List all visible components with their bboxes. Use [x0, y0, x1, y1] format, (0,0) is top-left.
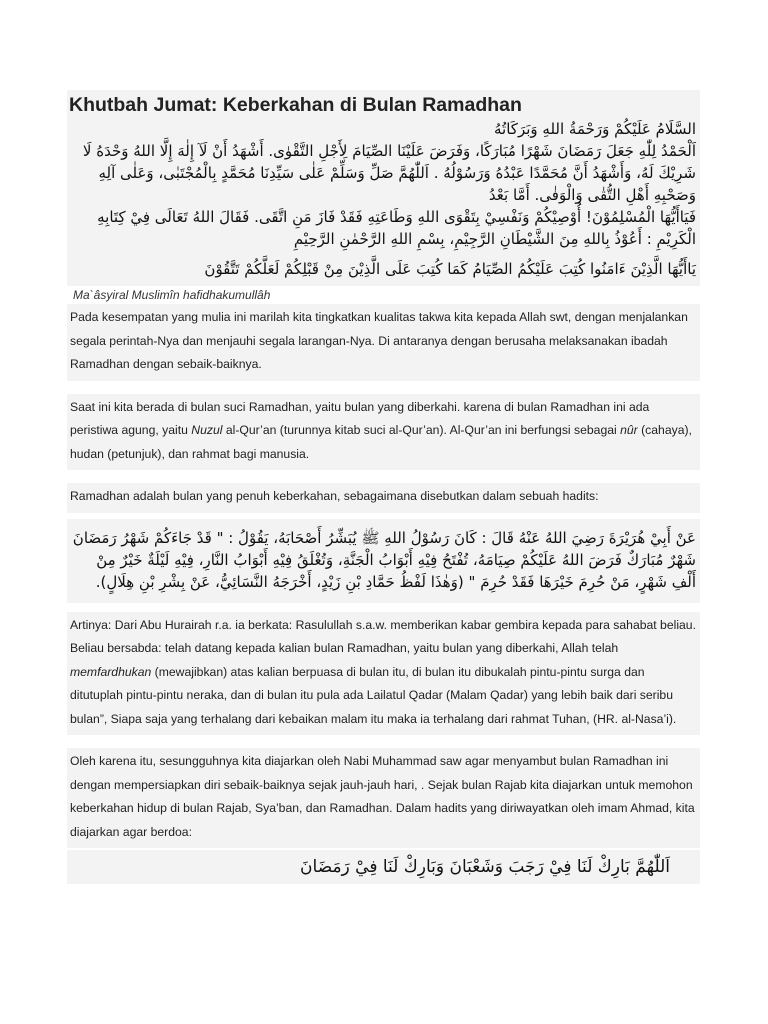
paragraph-2-text-a: Saat ini kita berada di bulan suci Ramadhan, yaitu bulan yang diberkahi. karena di bulan Ramadhan ini ada peristiwa agung, yaitu — [70, 399, 650, 437]
term-nuzul: Nuzul — [191, 423, 223, 437]
paragraph-spacer — [67, 381, 700, 394]
arabic-salam: السَّلَامُ عَلَيْكُمْ وَرَحْمَةُ اللهِ وَبَرَكَاتُهُ — [494, 120, 696, 138]
term-nur: nûr — [620, 423, 638, 437]
page-title: Khutbah Jumat: Keberkahan di Bulan Ramadhan — [67, 90, 700, 118]
paragraph-2-text-c: (cahaya), hudan (petunjuk), dan rahmat bagi manusia. — [70, 423, 692, 461]
paragraph-spacer — [67, 735, 700, 748]
paragraph-4-text-a: Artinya: Dari Abu Hurairah r.a. ia berkata: Rasulullah s.a.w. memberikan kabar gembira kepada para sahabat beliau. Beliau bersabda: telah datang kepada kalian bulan Ramadhan, yaitu bulan yang diberkahi, Allah telah — [70, 617, 696, 655]
paragraph-1: Pada kesempatan yang mulia ini marilah kita tingkatkan kualitas takwa kita kepada Allah swt, dengan menjalankan segala perintah-Nya dan menjauhi segala larangan-Nya. Di antaranya dengan berusaha melaksanakan ibadah Ramadhan dengan sebaik-baiknya. — [67, 304, 700, 381]
khutbah-document — [67, 90, 700, 884]
paragraph-2 — [67, 394, 700, 471]
arabic-hamdalah: اَلْحَمْدُ لِلّٰهِ جَعَلَ رَمَضَانَ شَهْرًا مُبَارَكًا، وَفَرَضَ عَلَيْنَا الصِّيَامَ لِأَجْلِ التَّقْوٰى. أَشْهَدُ أَنْ لَآ إِلٰهَ إِلَّا اللهُ وَحْدَهُ لَا شَرِيْكَ لَهُ، وَأَشْهَدُ أَنَّ مُحَمَّدًا عَبْدُهُ وَرَسُوْلُهُ . اَللّٰهُمَّ صَلِّ وَسَلِّمْ عَلٰى سَيِّدِنَا مُحَمَّدٍ بِالْمُجْتَبٰى، وَعَلٰى آلِهِ وَصَحْبِهِ أَهْلِ التُّقٰى وَالْوَفٰى. أَمَّا بَعْدُ — [82, 142, 696, 204]
arabic-wasiat: فَيَاأَيُّهَا الْمُسْلِمُوْنَ! أُوْصِيْكُمْ وَنَفْسِيْ بِتَقْوَى اللهِ وَطَاعَتِهِ فَقَدْ فَازَ مَنِ اتَّقَى. فَقَالَ اللهُ تَعَالَى فِيْ كِتَابِهِ الْكَرِيْمِ : أَعُوْذُ بِاللهِ مِنَ الشَّيْطَانِ الرَّجِيْمِ، بِسْمِ اللهِ الرَّحْمٰنِ الرَّحِيْمِ — [97, 208, 696, 248]
paragraph-4-translation — [67, 612, 700, 736]
paragraph-spacer — [67, 603, 700, 612]
paragraph-2-text-b: al-Qur’an (turunnya kitab suci al-Qur’an). Al-Qur’an ini berfungsi sebagai — [222, 423, 621, 437]
paragraph-3: Ramadhan adalah bulan yang penuh keberkahan, sebagaimana disebutkan dalam sebuah hadits: — [67, 483, 700, 513]
arabic-opening — [67, 118, 700, 254]
paragraph-4-text-b: (mewajibkan) atas kalian berpuasa di bulan itu, di bulan itu dibukalah pintu-pintu surga dan ditutuplah pintu-pintu neraka, dan di bulan itu pula ada Lailatul Qadar (Malam Qadar) yang lebih baik dari seribu bulan”, Siapa saja yang terhalang dari kebaikan malam itu maka ia terhalang dari rahmat Tuhan, (HR. al-Nasa’i). — [70, 664, 677, 726]
term-memfardhukan: memfardhukan — [70, 664, 152, 679]
paragraph-spacer — [67, 470, 700, 483]
arabic-quran-verse: يَاأَيُّهَا الَّذِيْنَ ءَامَنُوا كُتِبَ عَلَيْكُمُ الصِّيَامُ كَمَا كُتِبَ عَلَى الَّذِيْنَ مِنْ قَبْلِكُمْ لَعَلَّكُمْ تَتَّقُوْنَ — [67, 254, 700, 286]
addressee-line: Ma`âsyiral Muslimîn hafidhakumullâh — [67, 286, 700, 304]
paragraph-5: Oleh karena itu, sesungguhnya kita diajarkan oleh Nabi Muhammad saw agar menyambut bulan Ramadhan ini dengan mempersiapkan diri sebaik-baiknya sejak jauh-jauh hari, . Sejak bulan Rajab kita diajarkan untuk memohon keberkahan hidup di bulan Rajab, Sya’ban, dan Ramadhan. Dalam hadits yang diriwayatkan oleh imam Ahmad, kita diajarkan agar berdoa: — [67, 748, 700, 848]
arabic-doa: اَللّٰهُمَّ بَارِكْ لَنَا فِيْ رَجَبَ وَشَعْبَانَ وَبَارِكْ لَنَا فِيْ رَمَضَانَ — [67, 850, 700, 884]
arabic-hadith: عَنْ أَبِيْ هُرَيْرَةَ رَضِيَ اللهُ عَنْهُ قَالَ : كَانَ رَسُوْلُ اللهِ ﷺ يُبَشِّرُ أَصْحَابَهُ، يَقُوْلُ : " قَدْ جَاءَكُمْ شَهْرُ رَمَضَانَ شَهْرٌ مُبَارَكٌ فَرَضَ اللهُ عَلَيْكُمْ صِيَامَهُ، تُفْتَحُ فِيْهِ أَبْوَابُ الْجَنَّةِ، وَتُغْلَقُ فِيْهِ أَبْوَابُ النَّارِ، فِيْهِ لَيْلَةٌ خَيْرٌ مِنْ أَلْفِ شَهْرٍ، مَنْ حُرِمَ خَيْرَهَا فَقَدْ حُرِمَ " (وَهٰذَا لَفْظُ حَمَّادِ بْنِ زَيْدٍ، أَخْرَجَهُ النَّسَائِيُّ، عَنْ بِشْرِ بْنِ هِلَالٍ). — [67, 519, 700, 603]
